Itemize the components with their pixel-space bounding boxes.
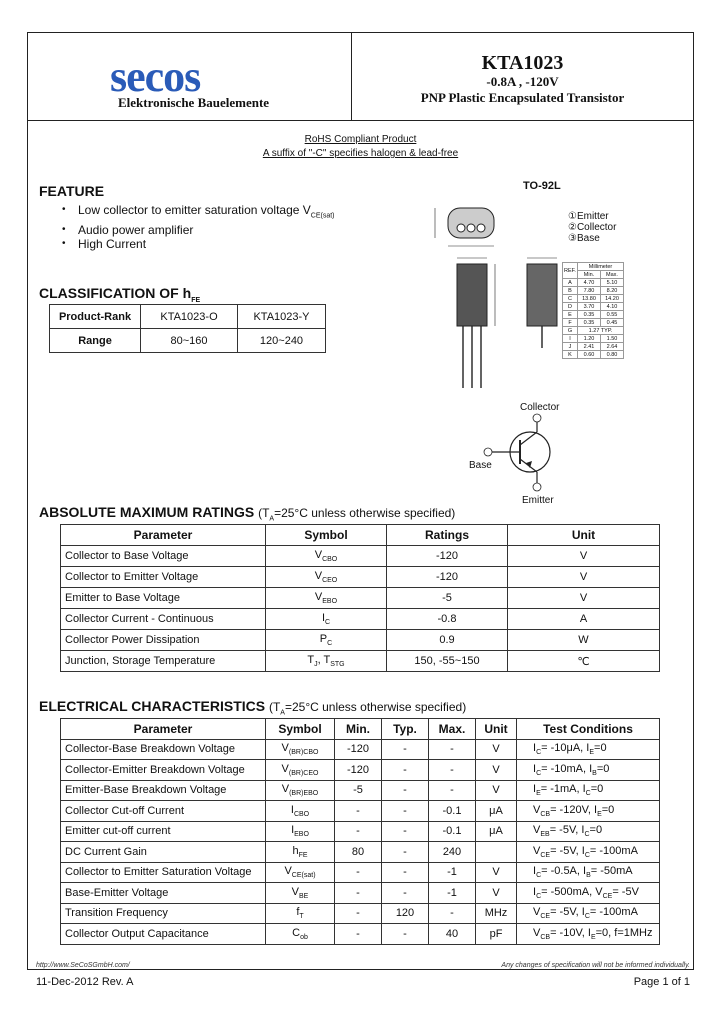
rohs-line2: A suffix of "-C" specifies halogen & lead-free [262,148,459,159]
table-row [50,329,326,353]
rohs-line1: RoHS Compliant Product [304,134,417,145]
table-row: Collector to Emitter Voltage $V_{CEO}$ -120 V [61,567,660,588]
secos-logo: secos [110,52,201,101]
footer-disclaimer: Any changes of specification will not be informed individually. [501,962,690,969]
part-description: PNP Plastic Encapsulated Transistor [420,90,625,105]
table-cell: 80~160 [141,329,238,353]
table-row: Collector Cut-off Current $I_{CBO}$ - - -0.1 μA $V_{CB}= -120V$, $I_E=0$ [61,801,660,822]
table-cell: Range [50,329,141,353]
table-row: Collector Current - Continuous $I_C$ -0.8 A [61,609,660,630]
table-row: Base-Emitter Voltage $V_{BE}$ - - -1 V $I_C= -500mA$, $V_{CE}= -5V$ [61,883,660,904]
feature-item: • Audio power amplifier [62,223,335,237]
table-cell: REF. [563,263,578,279]
pin-label: ③Base [568,233,600,244]
symbol-collector-label: Collector [520,402,560,413]
logo-subtitle: Elektronische Bauelemente [118,95,270,110]
table-row: Collector to Base Voltage $V_{CBO}$ -120 V [61,546,660,567]
table-cell: Millimeter [578,263,624,271]
symbol-base-label: Base [469,460,492,471]
table-cell: 120~240 [238,329,326,353]
footer-date: 11-Dec-2012 Rev. A [36,976,134,988]
table-row: Collector Power Dissipation $P_C$ 0.9 W [61,630,660,651]
table-row: Emitter to Base Voltage $V_{EBO}$ -5 V [61,588,660,609]
footer-url[interactable]: http://www.SeCoSGmbH.com/ [36,962,130,969]
table-row: I 1.20 1.50 [563,335,624,343]
rohs-notice [27,133,694,161]
elec-title: ELECTRICAL CHARACTERISTICS ($T_A=25^\circ C$ unless otherwise specified) [39,698,467,717]
pin-label: ①Emitter [568,211,609,222]
symbol-emitter-label: Emitter [522,495,554,506]
table-header-row: Parameter Symbol Ratings Unit [61,525,660,546]
elec-table [60,718,660,945]
table-row: Collector to Emitter Saturation Voltage $V_{CE(sat)}$ - - -1 V $I_C= -0.5A$, $I_B= -50mA$ [61,862,660,883]
part-rating: -0.8A , -120V [486,74,559,89]
table-cell: Product-Rank [50,305,141,329]
table-row: A 4.70 5.10 [563,279,624,287]
footer-page: Page 1 of 1 [633,976,690,988]
pin-legend [568,211,616,244]
dimension-table [562,262,624,359]
pin-label: ②Collector [568,222,617,233]
table-cell: Min. [578,271,601,279]
abs-max-title: ABSOLUTE MAXIMUM RATINGS ($T_A=25^\circ C$ unless otherwise specified) [39,504,456,523]
table-row: K 0.60 0.80 [563,351,624,359]
table-row: E 0.35 0.55 [563,311,624,319]
table-row: Emitter cut-off current $I_{EBO}$ - - -0.1 μA $V_{EB}= -5V$, $I_C=0$ [61,821,660,842]
table-row: B 7.80 8.20 [563,287,624,295]
classification-title: CLASSIFICATION OF $h_{FE}$ [39,285,201,304]
table-header-row: Parameter Symbol Min. Typ. Max. Unit Test Conditions [61,719,660,740]
package-outline-drawing [430,198,565,398]
pnp-transistor-symbol-icon [480,412,560,496]
table-row: Emitter-Base Breakdown Voltage $V_{(BR)EBO}$ -5 - - V $I_E= -1mA$, $I_C=0$ [61,780,660,801]
table-row: G 1.27 TYP. [563,327,624,335]
table-cell: KTA1023-O [141,305,238,329]
table-row: C 13.80 14.20 [563,295,624,303]
table-row: Collector Output Capacitance $C_{ob}$ - - 40 pF $V_{CB}= -10V$, $I_E=0$, f=1MHz [61,924,660,945]
table-row [563,263,624,271]
package-title: TO-92L [523,180,561,192]
table-row [50,305,326,329]
table-row: D 3.70 4.10 [563,303,624,311]
table-row: DC Current Gain $h_{FE}$ 80 - 240 $V_{CE}= -5V$, $I_C= -100mA$ [61,842,660,863]
table-row: J 2.41 2.64 [563,343,624,351]
table-row: Junction, Storage Temperature $T_J$, $T_{STG}$ 150, -55~150 ℃ [61,651,660,672]
feature-item: • Low collector to emitter saturation voltage $V_{CE(sat)}$ [62,203,335,223]
feature-title: FEATURE [39,183,105,199]
table-row: F 0.35 0.45 [563,319,624,327]
classification-table [49,304,326,353]
feature-item: • High Current [62,237,335,251]
part-header [351,52,694,106]
abs-max-table [60,524,660,672]
header-divider [27,120,694,121]
table-row: Transition Frequency $f_T$ - 120 - MHz $V_{CE}= -5V$, $I_C= -100mA$ [61,903,660,924]
table-cell: KTA1023-Y [238,305,326,329]
table-cell: Max. [601,271,624,279]
table-row: Collector-Base Breakdown Voltage $V_{(BR)CBO}$ -120 - - V $I_C= -10\mu A$, $I_E=0$ [61,739,660,760]
feature-list [62,203,335,251]
table-row: Collector-Emitter Breakdown Voltage $V_{(BR)CEO}$ -120 - - V $I_C= -10mA$, $I_B=0$ [61,760,660,781]
part-number: KTA1023 [481,52,564,74]
